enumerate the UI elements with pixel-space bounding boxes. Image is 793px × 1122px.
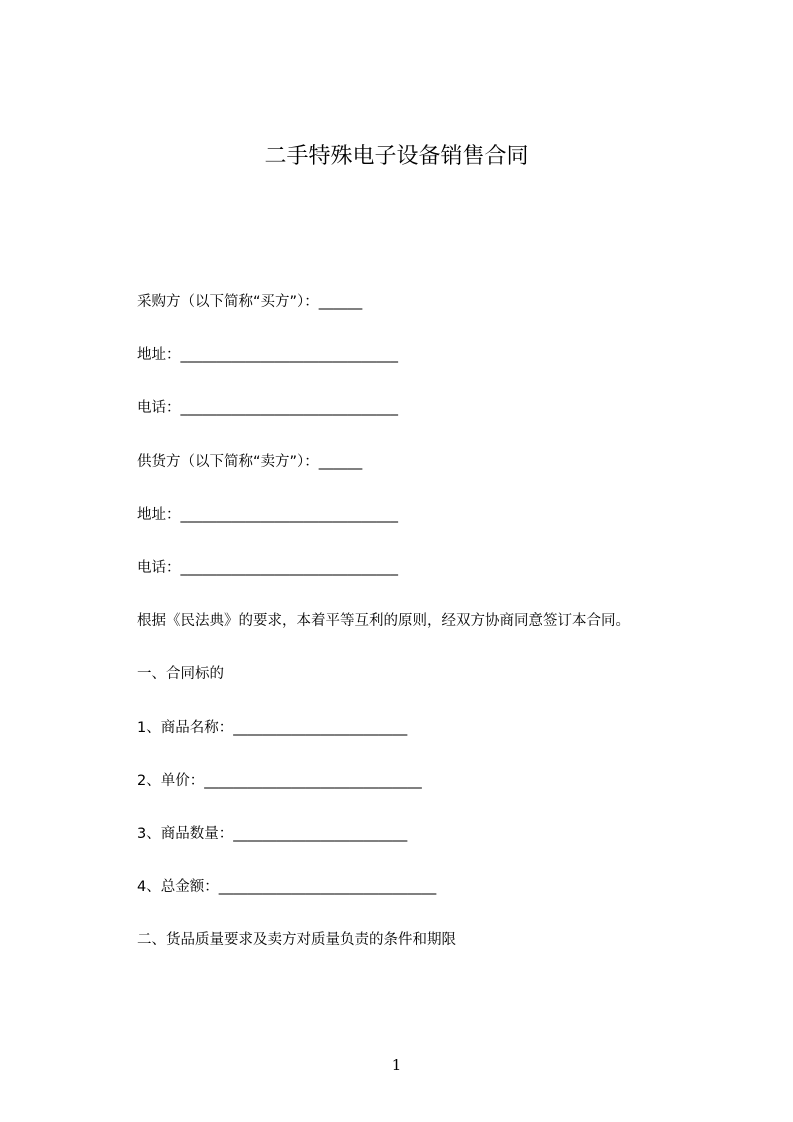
seller-name-line: 供货方（以下简称“卖方”）：______ xyxy=(137,454,363,470)
buyer-address-line: 地址：______________________________ xyxy=(137,347,398,363)
seller-address-line: 地址：______________________________ xyxy=(137,507,398,523)
unit-price-line: 2、单价：______________________________ xyxy=(137,773,422,789)
seller-phone-line: 电话：______________________________ xyxy=(137,560,398,576)
page-number: 1 xyxy=(391,1056,402,1074)
buyer-name-line: 采购方（以下简称“买方”）：______ xyxy=(137,294,363,310)
section-heading-contract-subject: 一、合同标的 xyxy=(137,666,224,682)
document-title: 二手特殊电子设备销售合同 xyxy=(264,144,529,169)
quantity-line: 3、商品数量：________________________ xyxy=(137,826,408,842)
section-heading-quality: 二、货品质量要求及卖方对质量负责的条件和期限 xyxy=(137,932,456,948)
buyer-phone-line: 电话：______________________________ xyxy=(137,400,398,416)
preamble-paragraph: 根据《民法典》的要求，本着平等互利的原则，经双方协商同意签订本合同。 xyxy=(137,613,630,629)
product-name-line: 1、商品名称：________________________ xyxy=(137,720,408,736)
total-amount-line: 4、总金额：______________________________ xyxy=(137,879,437,895)
